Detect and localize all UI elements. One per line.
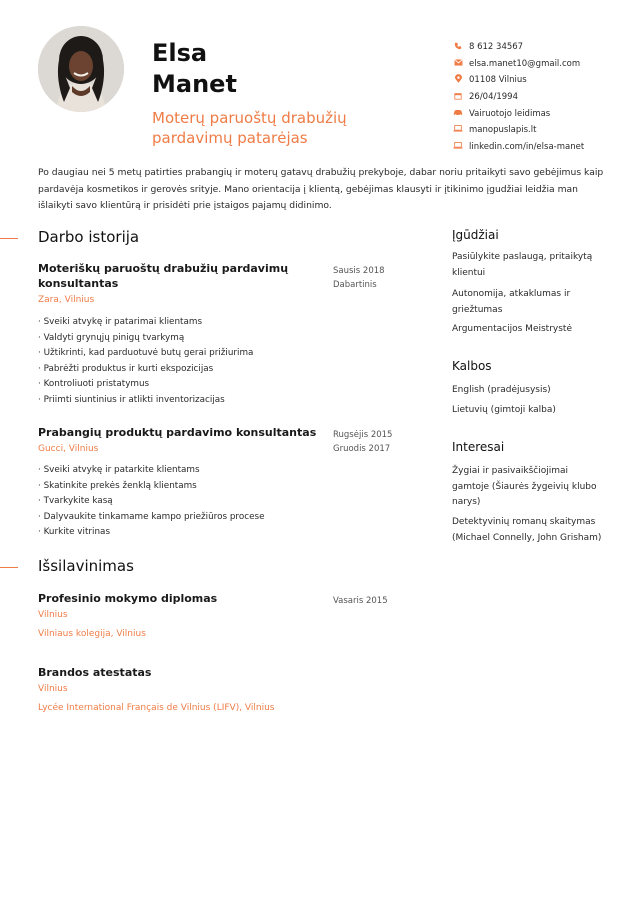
education-1-city: Vilnius [38,610,68,620]
location-icon [453,74,463,86]
education-2-city: Vilnius [38,684,68,694]
job-2-company: Gucci, Vilnius [38,444,99,454]
contact-license-text: Vairuotojo leidimas [469,108,551,119]
contact-address-text: 01108 Vilnius [469,75,527,86]
job-1-tasks [38,315,253,409]
job-2-task: · Tvarkykite kasą [38,494,265,510]
interests-section-title: Interesai [452,440,505,454]
job-1-date-start: Sausis 2018 [333,266,385,276]
candidate-name [152,38,237,100]
education-2-school: Lycée International Français de Vilnius (LIFV), Vilnius [38,703,275,713]
job-2-tasks [38,463,265,541]
language-item: English (pradėjusysis) [452,385,551,395]
contact-birthdate-text: 26/04/1994 [469,92,518,103]
laptop-icon [453,125,463,135]
contact-website-text[interactable]: manopuslapis.lt [469,125,537,136]
job-2-task: · Sveiki atvykę ir patarkite klientams [38,463,265,479]
contact-linkedin[interactable] [453,139,584,156]
profile-photo [38,26,124,112]
job-1-company: Zara, Vilnius [38,295,95,305]
interest-item: Detektyvinių romanų skaitymas (Michael Connelly, John Grisham) [452,517,602,543]
avatar [38,26,124,112]
first-name: Elsa [152,39,208,67]
education-1-title: Profesinio mokymo diplomas [38,592,218,605]
contact-birthdate [453,89,584,106]
email-icon [453,59,463,69]
language-item: Lietuvių (gimtoji kalba) [452,405,556,415]
job-2-date-start: Rugsėjis 2015 [333,430,393,440]
skill-item: Argumentacijos Meistrystė [452,324,572,334]
skill-item: Autonomija, atkaklumas ir griežtumas [452,289,571,315]
car-icon [453,109,463,119]
job-2-date-end: Gruodis 2017 [333,444,391,454]
job-headline: Moterų paruoštų drabužių pardavimų patarėjas [152,109,347,147]
contact-website[interactable] [453,122,584,139]
job-1-task: · Kontroliuoti pristatymus [38,377,253,393]
last-name: Manet [152,70,237,98]
job-2-task: · Skatinkite prekės ženklą klientams [38,479,265,495]
job-2-task: · Dalyvaukite tinkamame kampo priežiūros procese [38,510,265,526]
job-1-task: · Sveiki atvykę ir patarimai klientams [38,315,253,331]
contact-linkedin-text[interactable]: linkedin.com/in/elsa-manet [469,141,585,152]
education-1-school: Vilniaus kolegija, Vilnius [38,629,146,639]
section-rule-education [0,567,18,568]
job-2-task: · Kurkite vitrinas [38,525,265,541]
education-section-title: Išsilavinimas [38,557,134,575]
contact-email [453,56,584,73]
job-1-task: · Pabrėžti produktus ir kurti ekspozicijas [38,362,253,378]
contact-license [453,105,584,122]
job-1-date-end: Dabartinis [333,280,377,290]
phone-icon [453,42,463,53]
contact-phone-text: 8 612 34567 [469,42,524,53]
education-1-date: Vasaris 2015 [333,596,388,606]
job-1-title: Moteriškų paruoštų drabužių pardavimų konsultantas [38,262,289,290]
languages-section-title: Kalbos [452,359,492,373]
job-1-task: · Priimti siuntinius ir atlikti inventorizacijas [38,393,253,409]
job-1-task: · Valdyti grynųjų pinigų tvarkymą [38,331,253,347]
calendar-icon [453,92,463,103]
interest-item: Žygiai ir pasivaikščiojimai gamtoje (Šiaurės žygeivių klubo narys) [452,466,597,507]
skill-item: Pasiūlykite paslaugą, pritaikytą klientui [452,252,593,278]
contact-email-text: elsa.manet10@gmail.com [469,58,581,69]
education-2-title: Brandos atestatas [38,666,152,679]
job-1-task: · Užtikrinti, kad parduotuvė butų gerai prižiurima [38,346,253,362]
linkedin-icon [453,142,463,152]
contact-address [453,72,584,89]
contact-list [453,39,584,155]
job-2-title: Prabangių produktų pardavimo konsultantas [38,426,317,439]
work-section-title: Darbo istorija [38,228,140,246]
profile-summary: Po daugiau nei 5 metų patirties prabangių ir moterų gatavų drabužių prekyboje, dabar noriu pritaikyti savo gebėjimus kaip pardavėja kosmetikos ir gerovės srityje. Mano orientacija į klientą, gebėjimas klausyti ir įtikinimo įgudžiai leidžia man išlaikyti savo klientūrą ir prisidėti prie įstaigos pajamų didinimo. [38,167,604,211]
section-rule-work [0,238,18,239]
job-1-dates [333,264,385,292]
skills-section-title: Įgūdžiai [452,228,499,242]
job-2-dates [333,428,392,456]
contact-phone [453,39,584,56]
